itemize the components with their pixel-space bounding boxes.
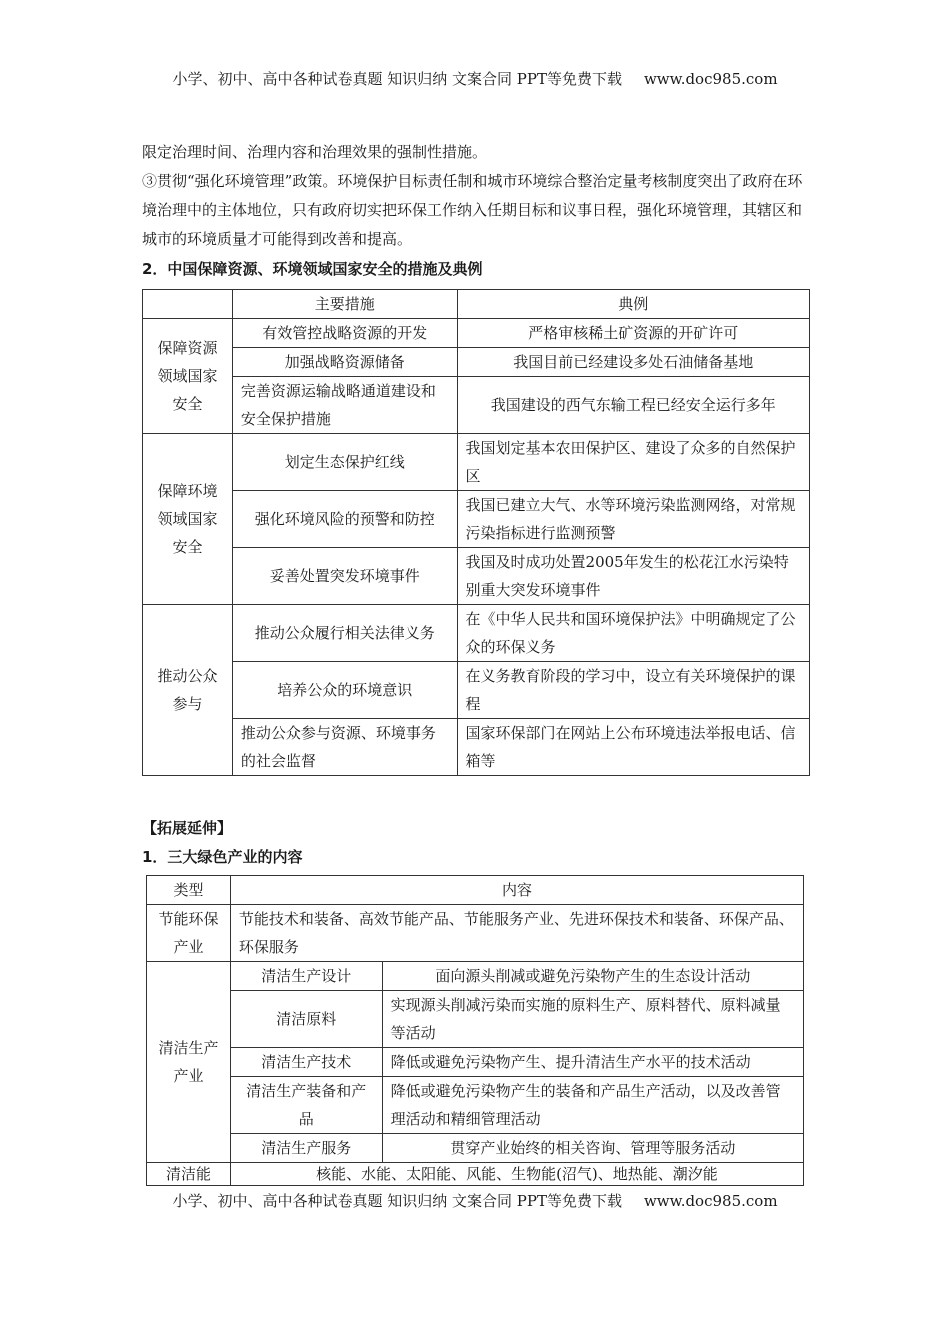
table-row: [143, 605, 810, 662]
table-row: [143, 662, 810, 719]
table-row: [147, 1163, 804, 1186]
section1-heading: 2．中国保障资源、环境领域国家安全的措施及典例: [142, 260, 483, 278]
sub-type-cell: 清洁生产设计: [230, 962, 382, 991]
col-content: 内容: [230, 876, 803, 905]
table-row: [143, 719, 810, 776]
group-public: 推动公众参与: [143, 605, 233, 776]
sub-type-cell: 清洁生产技术: [230, 1048, 382, 1077]
header-text: 小学、初中、高中各种试卷真题 知识归纳 文案合同 PPT等免费下载: [172, 70, 622, 88]
table-row: [143, 548, 810, 605]
col-measure: 主要措施: [232, 290, 457, 319]
extension-label: 【拓展延伸】: [142, 819, 233, 837]
footer-text: 小学、初中、高中各种试卷真题 知识归纳 文案合同 PPT等免费下载: [172, 1192, 622, 1210]
type-clean-energy: 清洁能: [147, 1163, 231, 1186]
content-clean-energy: 核能、水能、太阳能、风能、生物能(沼气)、地热能、潮汐能: [230, 1163, 803, 1186]
measure-cell: 妥善处置突发环境事件: [232, 548, 457, 605]
table-row: [147, 1134, 804, 1163]
content-cell: 降低或避免污染物产生的装备和产品生产活动，以及改善管理活动和精细管理活动: [382, 1077, 803, 1134]
measure-cell: 培养公众的环境意识: [232, 662, 457, 719]
paragraph-1: 限定治理时间、治理内容和治理效果的强制性措施。: [142, 143, 488, 161]
example-cell: 在《中华人民共和国环境保护法》中明确规定了公众的环保义务: [457, 605, 809, 662]
table-row: [143, 377, 810, 434]
measure-cell: 划定生态保护红线: [232, 434, 457, 491]
content-energy-saving: 节能技术和装备、高效节能产品、节能服务产业、先进环保技术和装备、环保产品、环保服务: [230, 905, 803, 962]
measure-cell: 加强战略资源储备: [232, 348, 457, 377]
example-cell: 在义务教育阶段的学习中，设立有关环境保护的课程: [457, 662, 809, 719]
table-row: [143, 491, 810, 548]
measure-cell: 推动公众参与资源、环境事务的社会监督: [232, 719, 457, 776]
example-cell: 国家环保部门在网站上公布环境违法举报电话、信箱等: [457, 719, 809, 776]
table-row: [147, 1077, 804, 1134]
sub-type-cell: 清洁生产服务: [230, 1134, 382, 1163]
sub-type-cell: 清洁生产装备和产品: [230, 1077, 382, 1134]
table-row: [143, 319, 810, 348]
table-row: [147, 962, 804, 991]
table-row: [147, 1048, 804, 1077]
example-cell: 我国建设的西气东输工程已经安全运行多年: [457, 377, 809, 434]
measure-cell: 推动公众履行相关法律义务: [232, 605, 457, 662]
example-cell: 我国划定基本农田保护区、建设了众多的自然保护区: [457, 434, 809, 491]
example-cell: 我国及时成功处置2005年发生的松花江水污染特别重大突发环境事件: [457, 548, 809, 605]
table-row: [147, 905, 804, 962]
content-cell: 实现源头削减污染而实施的原料生产、原料替代、原料减量等活动: [382, 991, 803, 1048]
page-header: [0, 68, 950, 89]
measure-cell: 完善资源运输战略通道建设和安全保护措施: [232, 377, 457, 434]
example-cell: 我国目前已经建设多处石油储备基地: [457, 348, 809, 377]
col-type: 类型: [147, 876, 231, 905]
col-example: 典例: [457, 290, 809, 319]
section2-heading: 1．三大绿色产业的内容: [142, 848, 303, 866]
content-cell: 面向源头削减或避免污染物产生的生态设计活动: [382, 962, 803, 991]
table-row: [143, 348, 810, 377]
type-clean-production: 清洁生产产业: [147, 962, 231, 1163]
table-row: [143, 434, 810, 491]
paragraph-2: ③贯彻“强化环境管理”政策。环境保护目标责任制和城市环境综合整治定量考核制度突出了政府在环境治理中的主体地位，只有政府切实把环保工作纳入任期目标和议事日程，强化环境管理，其辖区和城市的环境质量才可能得到改善和提高。: [142, 172, 803, 248]
measure-cell: 有效管控战略资源的开发: [232, 319, 457, 348]
example-cell: 严格审核稀土矿资源的开矿许可: [457, 319, 809, 348]
group-resource: 保障资源领域国家安全: [143, 319, 233, 434]
footer-url[interactable]: www.doc985.com: [643, 1192, 778, 1210]
security-measures-table: [142, 289, 810, 776]
content-cell: 贯穿产业始终的相关咨询、管理等服务活动: [382, 1134, 803, 1163]
type-energy-saving: 节能环保产业: [147, 905, 231, 962]
header-url[interactable]: www.doc985.com: [643, 70, 778, 88]
green-industries-table: [146, 875, 804, 1186]
table-header-row: [143, 290, 810, 319]
example-cell: 我国已建立大气、水等环境污染监测网络，对常规污染指标进行监测预警: [457, 491, 809, 548]
table-row: [147, 991, 804, 1048]
page-footer: [0, 1190, 950, 1211]
sub-type-cell: 清洁原料: [230, 991, 382, 1048]
measure-cell: 强化环境风险的预警和防控: [232, 491, 457, 548]
group-environment: 保障环境领域国家安全: [143, 434, 233, 605]
content-cell: 降低或避免污染物产生、提升清洁生产水平的技术活动: [382, 1048, 803, 1077]
table-header-row: [147, 876, 804, 905]
